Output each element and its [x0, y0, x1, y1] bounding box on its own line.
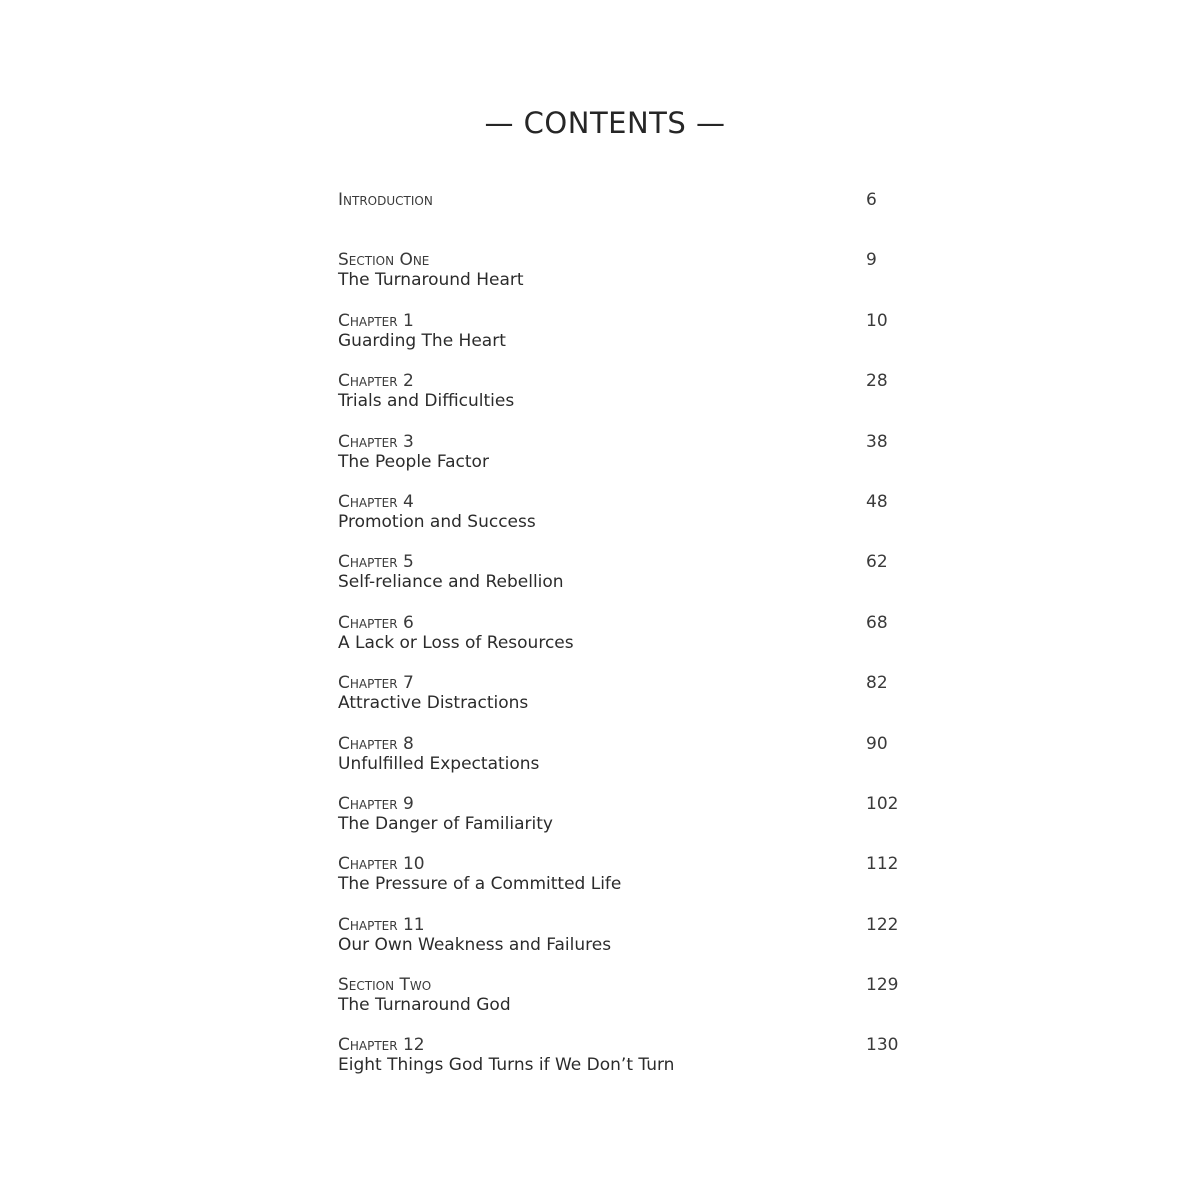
toc-entry-chapter-4	[338, 492, 918, 552]
toc-entry-chapter-10	[338, 854, 918, 914]
entry-kicker: Chapter 11	[338, 914, 425, 935]
entry-title: Promotion and Success	[338, 511, 536, 532]
entry-kicker: Chapter 2	[338, 371, 414, 392]
toc-list	[338, 190, 918, 1096]
entry-page-number: 122	[866, 914, 899, 935]
entry-title: Trials and Difficulties	[338, 391, 515, 412]
entry-kicker: Chapter 1	[338, 310, 414, 331]
entry-title: Self-reliance and Rebellion	[338, 572, 564, 593]
entry-page-number: 90	[866, 733, 888, 754]
entry-page-number: 10	[866, 310, 888, 331]
entry-kicker: Chapter 8	[338, 733, 414, 754]
entry-title: A Lack or Loss of Resources	[338, 632, 574, 653]
toc-entry-chapter-1	[338, 311, 918, 371]
entry-title: Guarding The Heart	[338, 330, 506, 351]
entry-kicker: Chapter 12	[338, 1035, 425, 1056]
toc-entry-chapter-9	[338, 794, 918, 854]
entry-page-number: 130	[866, 1035, 899, 1056]
entry-kicker: Chapter 4	[338, 491, 414, 512]
entry-kicker: Chapter 10	[338, 854, 425, 875]
toc-entry-chapter-11	[338, 915, 918, 975]
entry-page-number: 28	[866, 371, 888, 392]
toc-entry-section-two	[338, 975, 918, 1035]
entry-kicker: Chapter 3	[338, 431, 414, 452]
toc-entry-chapter-12	[338, 1035, 918, 1095]
toc-entry-chapter-5	[338, 552, 918, 612]
entry-kicker: Section One	[338, 250, 430, 271]
toc-entry-chapter-7	[338, 673, 918, 733]
entry-kicker: Chapter 5	[338, 552, 414, 573]
entry-title: The Pressure of a Committed Life	[338, 874, 622, 895]
entry-title: The Danger of Familiarity	[338, 813, 553, 834]
entry-title: The Turnaround Heart	[338, 270, 524, 291]
entry-title: Unfulfilled Expectations	[338, 753, 540, 774]
entry-page-number: 48	[866, 491, 888, 512]
entry-kicker: Chapter 7	[338, 673, 414, 694]
toc-entry-section-one	[338, 250, 918, 310]
entry-page-number: 62	[866, 552, 888, 573]
toc-entry-chapter-8	[338, 734, 918, 794]
entry-title: Our Own Weakness and Failures	[338, 934, 612, 955]
toc-entry-chapter-3	[338, 432, 918, 492]
entry-title: Eight Things God Turns if We Don’t Turn	[338, 1055, 675, 1076]
entry-kicker: Section Two	[338, 975, 432, 996]
entry-page-number: 102	[866, 793, 899, 814]
entry-page-number: 68	[866, 612, 888, 633]
toc-entry-chapter-6	[338, 613, 918, 673]
entry-title: Attractive Distractions	[338, 693, 529, 714]
toc-entry-introduction	[338, 190, 918, 250]
toc-entry-chapter-2	[338, 371, 918, 431]
entry-page-number: 82	[866, 673, 888, 694]
entry-page-number: 112	[866, 854, 899, 875]
entry-kicker: Chapter 9	[338, 793, 414, 814]
entry-page-number: 9	[866, 250, 877, 271]
entry-title: The People Factor	[338, 451, 489, 472]
entry-page-number: 38	[866, 431, 888, 452]
entry-kicker: Introduction	[338, 190, 433, 210]
entry-kicker: Chapter 6	[338, 612, 414, 633]
contents-heading: — CONTENTS —	[484, 106, 726, 140]
entry-title: The Turnaround God	[338, 995, 511, 1016]
entry-page-number: 129	[866, 975, 899, 996]
entry-page-number: 6	[866, 190, 877, 210]
